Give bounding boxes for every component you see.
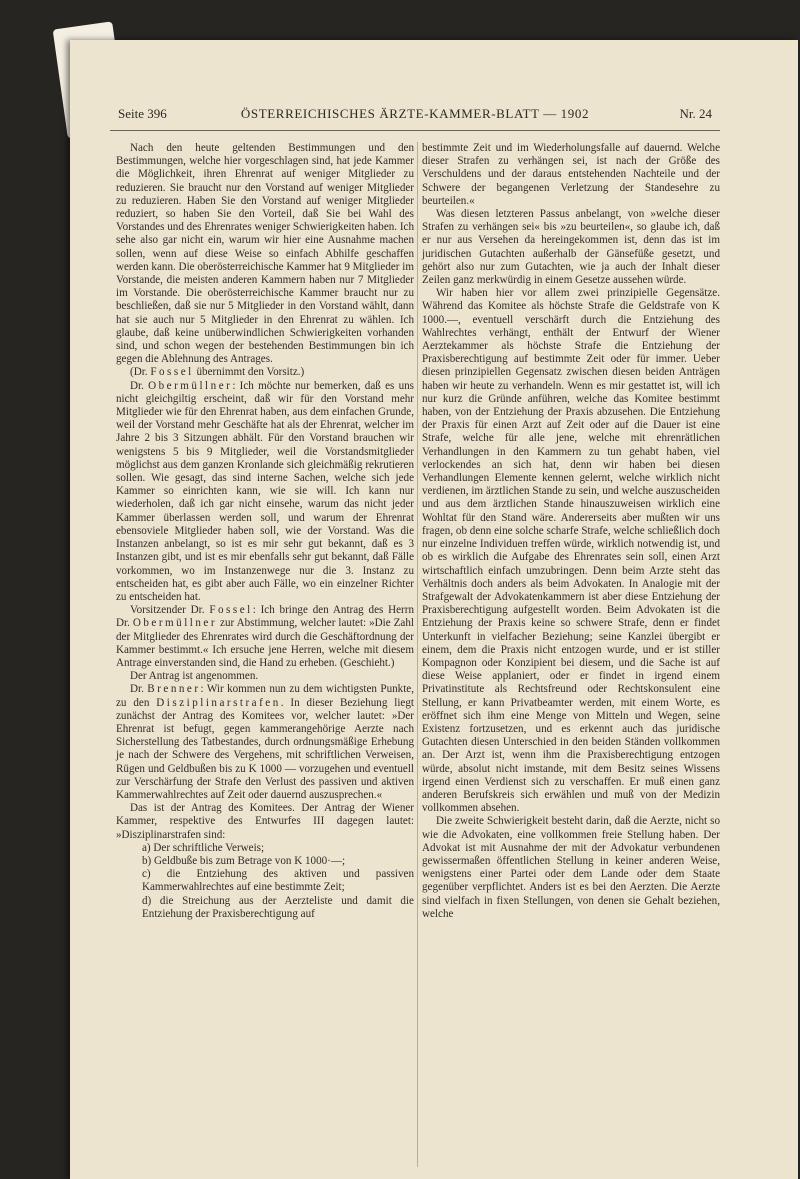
speaker-name: Fossel	[150, 366, 194, 379]
speaker-name: Fossel	[209, 604, 253, 617]
paragraph: Das ist der Antrag des Komitees. Der Antrag der Wiener Kammer, respektive des Entwurfes III dagegen lautet: »Disziplinarstrafen sind:	[116, 802, 414, 841]
speaker-name: Brenner	[147, 683, 201, 696]
speaker-name: Obermüllner	[132, 617, 218, 630]
paragraph: Was diesen letzteren Passus anbelangt, von »welche dieser Strafen zu verhängen sei« bis »zu beurteilen«, so glaube ich, daß er nur aus Versehen da hereingekommen ist, denn das ist im juridischen Gutachten außerhalb der Gänsefüße gesetzt, und gehört also nur zum Gutachten, wie ja auch der Inhalt dieser Zeilen ganz merkwürdig in einem Gesetze aussehen würde.	[422, 208, 720, 287]
list-item: a) Der schriftliche Verweis;	[142, 841, 265, 854]
paragraph: Die zweite Schwierigkeit besteht darin, daß die Aerzte, nicht so wie die Advokaten, eine vollkommen freie Stellung haben. Der Advokat ist mit Ausnahme der mit der Advokatur verbundenen gewissermaßen öffentlichen Stellung in keiner anderen Weise, wenigstens einer Partei oder dem Lande oder dem Staate gegenüber verpflichtet. Anders ist es bei den Aerzten. Die Aerzte sind vielfach in fixen Stellungen, von denen sie Gehalt beziehen, welche	[422, 815, 720, 920]
emphasized-term: Disziplinarstrafen	[156, 696, 281, 709]
speaker-name: Obermüllner	[148, 379, 233, 392]
paragraph: Dr. Obermüllner: Ich möchte nur bemerken, daß es uns nicht gleichgiltig erscheint, daß wir für den Vorstand mehr Mitglieder wie für den Ehrenrat haben, aus dem einfachen Grunde, weil der Vorstand mehr Geschäfte hat als der Ehrenrat, welcher im Jahre 2 bis 3 Sitzungen abhält. Für den Vorstand brauchen wir wenigstens 5 bis 9 Mitglieder, weil die Vorstandsmitglieder möglichst aus dem ganzen Kronlande sich gleichmäßig rekrutieren sollen. Wie gesagt, das sind interne Sachen, welche sich jede Kammer so einrichten kann, wie sie will. Ich kann nur wiederholen, daß ich gar nicht einsehe, warum das nicht jeder Kammer überlassen werden soll, und warum der Ehrenrat ebensoviele Mitglieder haben soll, wie der Vorstand. Was die Instanzen anbelangt, so ist es mir sehr gut bekannt, daß es 3 Instanzen gibt, und ist es mir ebenfalls sehr gut bekannt, daß Fälle vorkommen, wo im Instanzenwege nur die 3. Instanz zu entscheiden hat, es gibt aber auch Fälle, wo ein einzelner Richter zu entscheiden hat.	[116, 379, 414, 603]
paragraph: bestimmte Zeit und im Wiederholungsfalle auf dauernd. Welche dieser Strafen zu verhängen sei, ist nach der Größe des Verschuldens und der daraus entstehenden Nachteile und der Schwere der begangenen Verletzung der Standesehre zu beurteilen.«	[422, 142, 720, 207]
paragraph: Nach den heute geltenden Bestimmungen und den Bestimmungen, welche hier vorgeschlagen sind, hat jede Kammer die Möglichkeit, ihren Ehrenrat auf weniger Mitglieder zu reduzieren. Sie braucht nur den Vorstand auf weniger Mitglieder zu reduzieren. Haben Sie den Vorstand auf weniger Mitglieder reduziert, so haben Sie den Vorteil, daß Sie bei Wahl des Vorstandes und des Ehrenrates weniger Schwierigkeiten haben. Ich sehe also gar nicht ein, warum wir hier eine Ausnahme machen sollen, wenn auf diese Weise so einfach Abhilfe geschaffen werden kann. Die oberösterreichische Kammer hat 9 Mitglieder im Vorstande, die meisten anderen Kammern haben nur 7 Mitglieder im Vorstande. Die oberösterreichische Kammer braucht nur zu beschließen, daß sie nur 5 Mitglieder in den Vorstand wählt, dann hat sie auch nur 5 Mitglieder in den Ehrenrat zu wählen. Ich glaube, daß keine unüberwindlichen Schwierigkeiten vorhanden sind, und schon wegen der bestehenden Bestimmungen bin ich gegen die Ablehnung des Antrages.	[116, 142, 414, 366]
page-header	[118, 106, 712, 128]
page-number: Seite 396	[118, 106, 167, 121]
issue-number: Nr. 24	[679, 106, 712, 121]
penalty-list	[116, 842, 414, 921]
paragraph: Dr. Brenner: Wir kommen nun zu dem wichtigsten Punkte, zu den Disziplinarstrafen. In dieser Beziehung liegt zunächst der Antrag des Komitees vor, welcher lautet: »Der Ehrenrat ist befugt, gegen kammerangehörige Aerzte nach Sicherstellung des Tatbestandes, durch ordnungsmäßige Erhebung je nach der Schwere des Vergehens, mit schriftlichen Verweisen, Rügen und Geldbußen bis zu K 1000 — vorzugehen und eventuell zur Verschärfung der Strafe den Verlust des passiven und aktiven Kammerwahlrechtes auf Zeit oder dauernd auszusprechen.«	[116, 683, 414, 801]
journal-title: ÖSTERREICHISCHES ÄRZTE-KAMMER-BLATT — 1902	[240, 106, 590, 121]
header-rule	[110, 130, 720, 131]
paragraph: Wir haben hier vor allem zwei prinzipielle Gegensätze. Während das Komitee als höchste Strafe die Geldstrafe von K 1000.—, eventuell verschärft durch die Entziehung des Wahlrechtes verhängt, enthält der Entwurf der Wiener Aerztekammer als höchste Strafe die Entziehung der Praxisberechtigung auf bestimmte Zeit oder für immer. Ueber diesen prinzipiellen Gegensatz zwischen diesen beiden Anträgen haben wir heute zu verhandeln. Wenn es mir gestattet ist, will ich nur kurz die Gründe anführen, welche das Komitee bestimmt haben, von der Entziehung der Praxis abzusehen. Die Entziehung der Praxis für einen Arzt auf Zeit oder auf die Dauer ist eine Strafe, welche für alle jene, welche mit ehrenrätlichen Verhandlungen in den Kammern zu tun gehabt haben, viel verlockendes an sich hat, denn wir haben bei diesen Verhandlungen Elemente kennen gelernt, welche wirklich nicht verdienen, im ärztlichen Stande zu sein, und welche auszuscheiden und aus dem ärztlichen Stande hinauszuweisen wirklich eine Wohltat für den Stand wäre. Andererseits aber mußten wir uns fragen, ob denn eine solche scharfe Strafe, welche schließlich doch nur einzelne Individuen treffen würde, wirklich notwendig ist, und ob es wirklich die Aufgabe des Ehrenrates sein soll, einen Arzt wirtschaftlich einfach umzubringen. Denn beim Arzte steht das Verhältnis doch anders als beim Advokaten. In Analogie mit der Strafgewalt der Advokatenkammern ist aber diese Entziehung der Praxisberechtigung aufgestellt worden. Beim Advokaten ist die Entziehung der Praxis keine so schwere Strafe, denn er findet Unterkunft in vielfacher Beziehung; seine Kanzlei übergibt er einem, dem die Praxis nicht entzogen wurde, und er ist stiller Kompagnon oder Konzipient bei diesem, und die Sache ist auf diese Weise applaniert, oder er findet in irgend einem Privatinstitute als Rechtsfreund oder Rechtskonsulent eine Stellung, er kann Privatbeamter werden, mit einem Worte, es eröffnet sich ihm eine Menge von Mitteln und Wegen, seine Existenz fortzusetzen, und es erkennt auch das juridische Gutachten diesen Unterschied in den beiden Ständen vollkommen an. Der Arzt ist, wenn ihm die Praxisberechtigung entzogen würde, absolut nicht imstande, mit dem Besitz seines Wissens irgend einen Verdienst sich zu verschaffen. Er muß einen ganz anderen Berufskreis sich erwählen und muß von der Medizin vollkommen absehen.	[422, 287, 720, 815]
left-column	[116, 142, 414, 921]
paragraph: (Dr. Fossel übernimmt den Vorsitz.)	[130, 366, 305, 379]
paragraph: Vorsitzender Dr. Fossel: Ich bringe den Antrag des Herrn Dr. Obermüllner zur Abstimmung, welcher lautet: »Die Zahl der Mitglieder des Ehrenrates wird durch die Geschäftordnung der Kammer bestimmt.« Ich ersuche jene Herren, welche mit diesem Antrage einverstanden sind, die Hand zu erheben. (Geschieht.)	[116, 604, 414, 669]
right-column	[422, 142, 720, 921]
list-item: b) Geldbuße bis zum Betrage von K 1000·—;	[142, 854, 346, 867]
list-item: d) die Streichung aus der Aerzteliste und damit die Entziehung der Praxisberechtigung auf	[142, 894, 414, 920]
paragraph: Der Antrag ist angenommen.	[130, 670, 259, 683]
list-item: c) die Entziehung des aktiven und passiven Kammerwahlrechtes auf eine bestimmte Zeit;	[142, 868, 414, 894]
column-divider	[417, 142, 418, 1167]
